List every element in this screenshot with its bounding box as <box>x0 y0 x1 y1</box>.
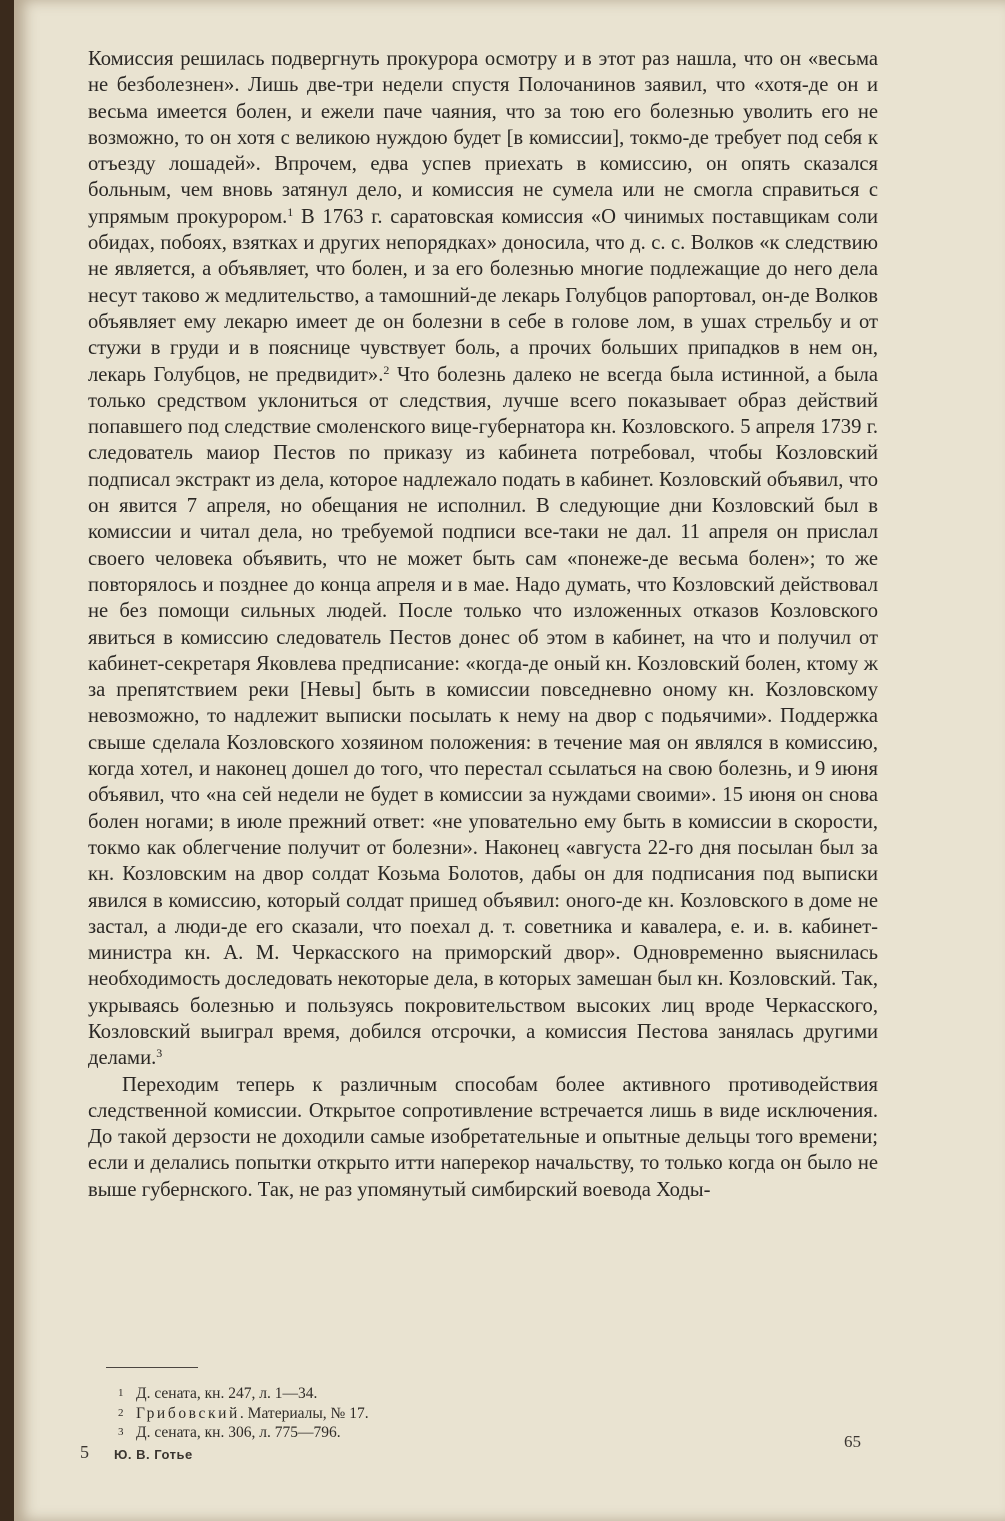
sheet-signature-number: 5 <box>80 1442 89 1462</box>
footnote-author: Грибовский <box>136 1404 240 1422</box>
footnote-ref-1[interactable]: 1 <box>287 204 294 219</box>
footnote-number: 1 <box>118 1387 124 1399</box>
footnote-3 <box>118 1423 718 1443</box>
footnote-1 <box>118 1384 718 1404</box>
paragraph-2: Переходим теперь к различным способам более активного противодействия следственной комиссии. Открытое сопротивление встречается лишь в виде исключения. До такой дерзости не доходили самые изобретательные и опытные дельцы того времени; если и делались попытки открыто итти наперекор начальству, то только когда он было не выше губернского. Так, не раз упомянутый симбирский воевода Ходы- <box>88 1073 878 1201</box>
footnote-separator <box>106 1367 198 1368</box>
footnote-ref-2[interactable]: 2 <box>383 362 390 377</box>
book-page <box>14 0 1005 1521</box>
page-number: 65 <box>844 1432 861 1451</box>
footnote-2 <box>118 1404 718 1424</box>
footnote-number: 3 <box>118 1426 124 1438</box>
footnote-number: 2 <box>118 1406 124 1419</box>
paragraph-1: Комиссия решилась подвергнуть прокурора осмотру и в этот раз нашла, что он «весьма не безболезнен». Лишь две-три недели спустя Полочанинов заявил, что «хотя-де он и весьма имеется болен, и ежели паче чаяния, что за тою его болезнью уволить его не возможно, то он хотя с великою нуждою будет [в комиссии], токмо-де требует под себя к отъезду лошадей». Впрочем, едва успев приехать в комиссию, он опять сказался больным, чем вновь затянул дело, и комиссия не сумела или не смогла справиться с упрямым прокурором.$^1$ В 1763 г. саратовская комиссия «О чинимых поставщикам соли обидах, побоях, взятках и других непорядках» доносила, что д. с. с. Волков «к следствию не является, а объявляет, что болен, и за его болезнью многие подлежащие до него дела несут таково ж медлительство, а тамошний-де лекарь Голубцов рапортовал, он-де Волков объявляет ему лекарю имеет де он болезни в себе в голове лом, в ушах стрельбу и от стужи в груди и в пояснице чувствует боль, а прочих больших припадков в нем он, лекарь Голубцов, не предвидит».$^2$ Что болезнь далеко не всегда была истинной, а была только средством уклониться от следствия, лучше всего показывает образ действий попавшего под следствие смоленского вице-губернатора кн. Козловского. 5 апреля 1739 г. следователь маиор Пестов по приказу из кабинета потребовал, чтобы Козловский подписал экстракт из дела, которое надлежало подать в кабинет. Козловский объявил, что он явится 7 апреля, но обещания не исполнил. В следующие дни Козловский был в комиссии и читал дела, но требуемой подписи все-таки не дал. 11 апреля он прислал своего человека объявить, что не может быть сам «понеже-де весьма болен»; то же повторялось и позднее до конца апреля и в мае. Надо думать, что Козловский действовал не без помощи сильных людей. После только что изложенных отказов Козловского явиться в комиссию следователь Пестов донес об этом в кабинет, на что и получил от кабинет-секретаря Яковлева предписание: «когда-де оный кн. Козловский болен, ктому ж за препятствием реки [Невы] быть в комиссии повседневно оному кн. Козловскому невозможно, то надлежит выписки посылать к нему на двор с подьячими». Поддержка свыше сделала Козловского хозяином положения: в течение мая он являлся в комиссию, когда хотел, и наконец дошел до того, что перестал ссылаться на свою болезнь, и 9 июня объявил, что «на сей недели не будет в комиссии за нуждами своими». 15 июня он снова болен ногами; в июле прежний ответ: «не уповательно ему быть в комиссии в скорости, токмо как облегчение получит от болезни». Наконец «августа 22-го дня посылан был за кн. Козловским на двор солдат Козьма Болотов, дабы он для подписания под выписки явился в комиссию, который солдат пришед объявил: оного-де кн. Козловского в доме не застал, а люди-де его сказали, что поехал д. т. советника и кавалера, е. и. в. кабинет-министра кн. А. М. Черкасского на приморский двор». Одновременно выяснилась необходимость доследовать некоторые дела, в которых замешан был кн. Козловский. Так, укрываясь болезнью и пользуясь покровительством высоких лиц вроде Черкасского, Козловский выиграл время, добился отсрочки, а комиссия Пестова занялась другими делами.$^3$ <box>88 48 878 1070</box>
sheet-signature-author: Ю. В. Готье <box>114 1447 193 1462</box>
main-text <box>88 46 878 1203</box>
footnote-ref-3[interactable]: 3 <box>156 1046 163 1061</box>
footnote-text: Д. сената, кн. 247, л. 1—34. <box>136 1385 318 1402</box>
footnote-text: Д. сената, кн. 306, л. 775—796. <box>136 1424 341 1441</box>
footnotes <box>118 1384 718 1443</box>
footnote-text: . Материалы, № 17. <box>239 1404 369 1422</box>
